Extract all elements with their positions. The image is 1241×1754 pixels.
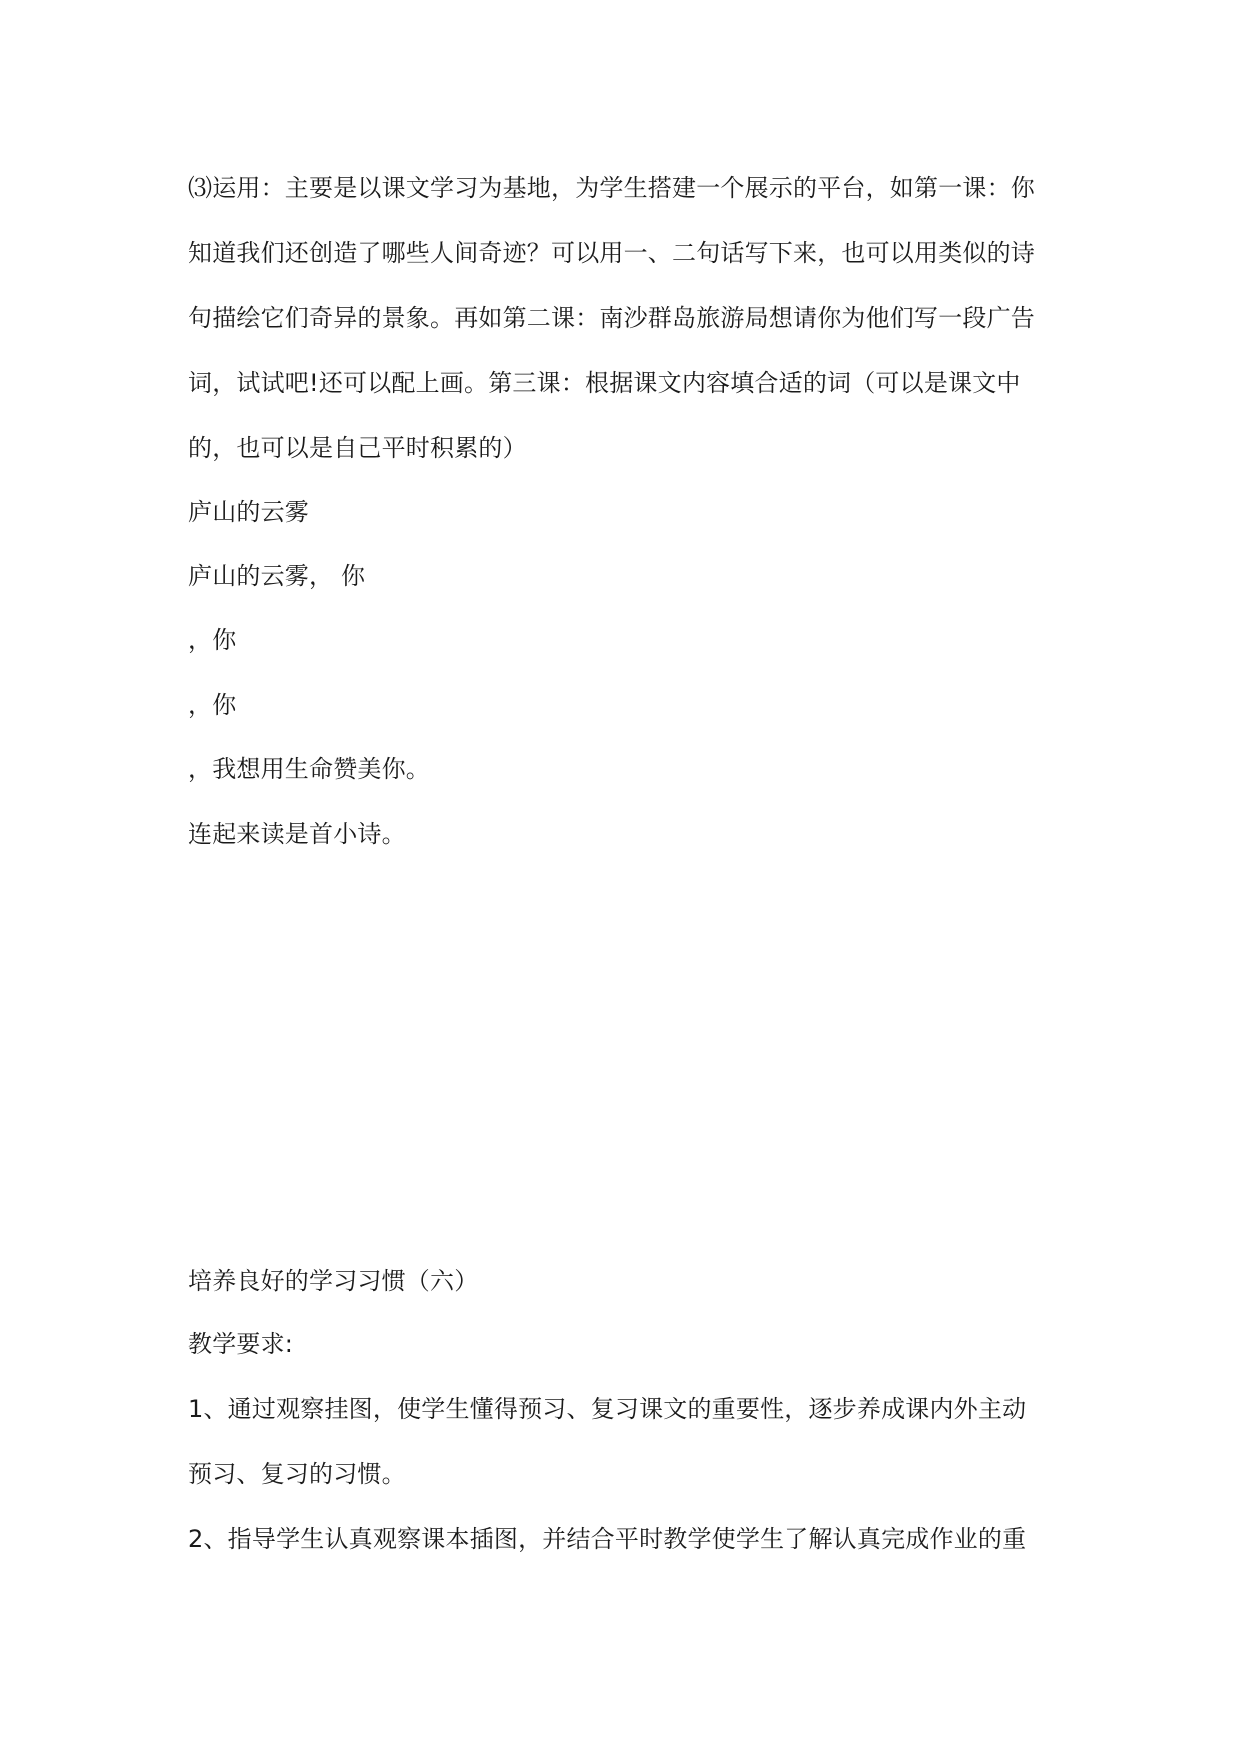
- poem-line: ，我想用生命赞美你。: [188, 755, 430, 783]
- poem-line: ，你: [188, 626, 237, 654]
- paragraph-line: 句描绘它们奇异的景象。再如第二课：南沙群岛旅游局想请你为他们写一段广告: [188, 304, 1035, 332]
- section-title: 培养良好的学习习惯（六）: [188, 1267, 479, 1295]
- requirement-line: 2、指导学生认真观察课本插图，并结合平时教学使学生了解认真完成作业的重: [188, 1525, 1027, 1553]
- poem-title: 庐山的云雾: [188, 498, 309, 526]
- requirements-label: 教学要求:: [188, 1330, 294, 1358]
- closing-sentence: 连起来读是首小诗。: [188, 820, 406, 848]
- poem-line: 庐山的云雾， 你: [188, 562, 366, 590]
- poem-line: ，你: [188, 691, 237, 719]
- paragraph-line: 的，也可以是自己平时积累的）: [188, 434, 527, 462]
- requirement-line: 1、通过观察挂图，使学生懂得预习、复习课文的重要性，逐步养成课内外主动: [188, 1395, 1027, 1423]
- paragraph-line: 知道我们还创造了哪些人间奇迹？可以用一、二句话写下来，也可以用类似的诗: [188, 239, 1035, 267]
- paragraph-line: 词，试试吧!还可以配上画。第三课：根据课文内容填合适的词（可以是课文中: [188, 369, 1021, 397]
- paragraph-line: ⑶运用：主要是以课文学习为基地，为学生搭建一个展示的平台，如第一课：你: [188, 174, 1035, 202]
- requirement-line: 预习、复习的习惯。: [188, 1460, 406, 1488]
